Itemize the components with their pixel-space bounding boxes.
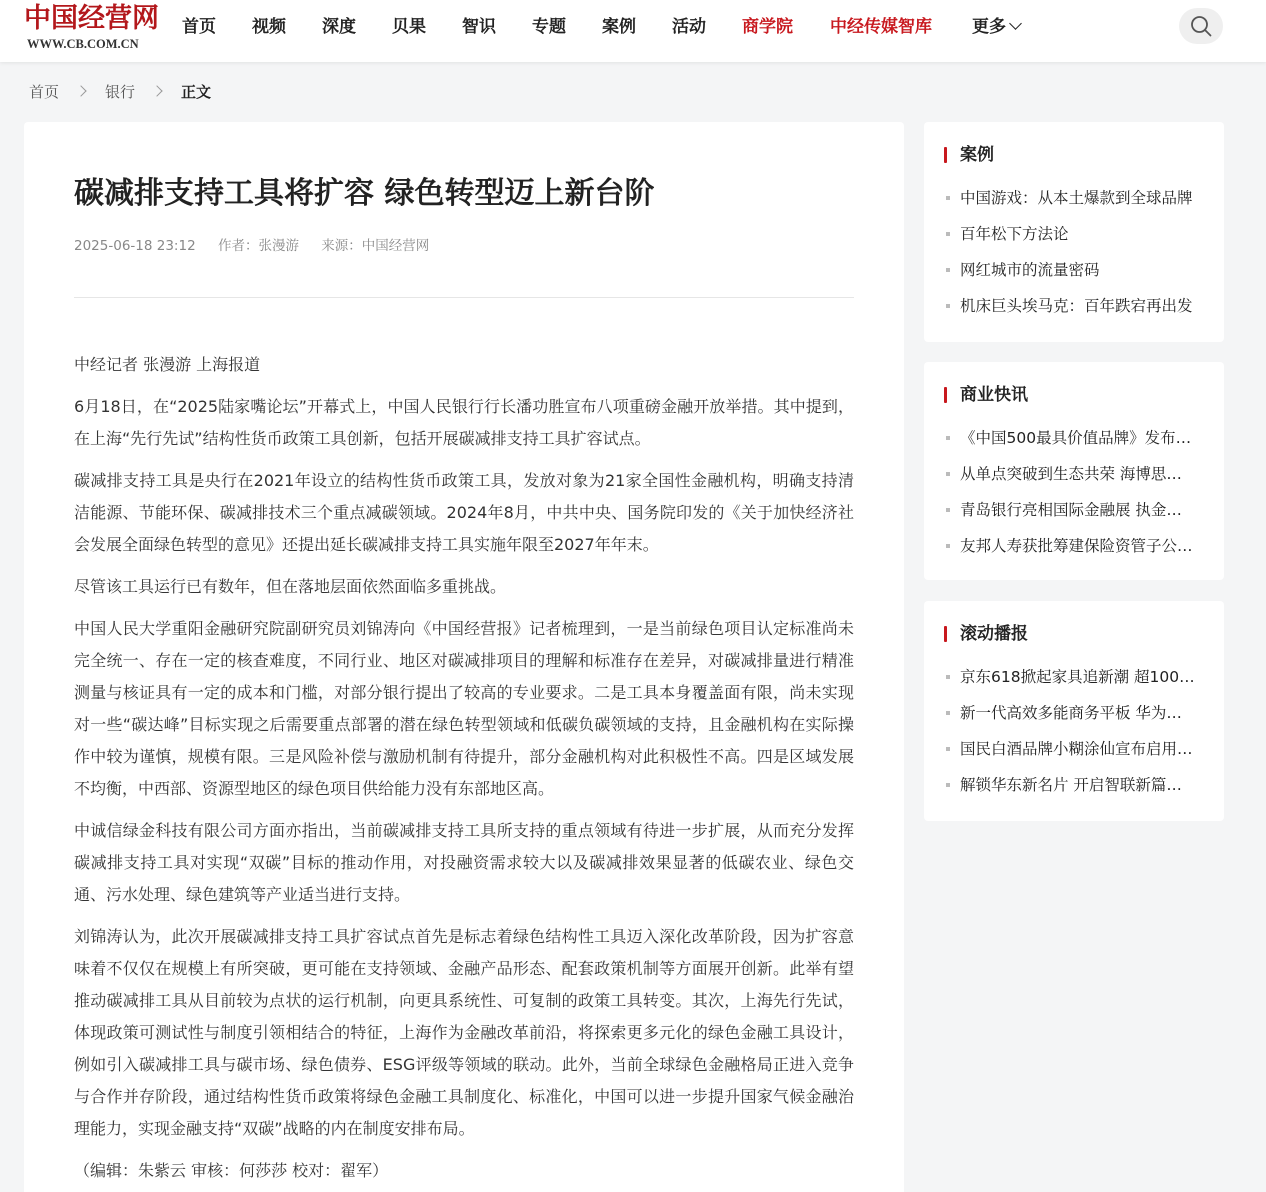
nav-more-label: 更多 bbox=[972, 17, 1006, 37]
sidebar-cases bbox=[924, 122, 1224, 342]
breadcrumb-current: 正文 bbox=[181, 83, 212, 101]
sidebar-title: 滚动播报 bbox=[944, 621, 1028, 647]
sidebar-link[interactable]: 机床巨头埃马克：百年跌宕再出发 bbox=[944, 288, 1204, 324]
article-date: 2025-06-18 23:12 bbox=[74, 238, 196, 254]
breadcrumb-bank[interactable]: 银行 bbox=[105, 83, 136, 101]
article-body bbox=[74, 349, 854, 1192]
sidebar-link[interactable]: 青岛银行亮相国际金融展 执金… bbox=[944, 492, 1204, 528]
sidebar-link[interactable]: 解锁华东新名片 开启智联新篇… bbox=[944, 767, 1204, 803]
logo-text: 中国经营网 bbox=[24, 3, 159, 34]
article-card bbox=[24, 122, 904, 1192]
search-button[interactable] bbox=[1179, 8, 1223, 44]
nav-item-video[interactable]: 视频 bbox=[252, 17, 286, 37]
sidebar-list bbox=[944, 420, 1204, 564]
breadcrumb-home[interactable]: 首页 bbox=[29, 83, 60, 101]
sidebar-link[interactable]: 《中国500最具价值品牌》发布… bbox=[944, 420, 1204, 456]
sidebar-business-news bbox=[924, 362, 1224, 580]
nav-item-cases[interactable]: 案例 bbox=[602, 17, 636, 37]
article-paragraph: 碳减排支持工具是央行在2021年设立的结构性货币政策工具，发放对象为21家全国性金融机构，明确支持清洁能源、节能环保、碳减排技术三个重点减碳领域。2024年8月，中共中央、国务院印发的《关于加快经济社会发展全面绿色转型的意见》还提出延长碳减排支持工具实施年限至2027年年末。 bbox=[74, 471, 854, 554]
article-paragraph: 中国人民大学重阳金融研究院副研究员刘锦涛向《中国经营报》记者梳理到，一是当前绿色项目认定标准尚未完全统一、存在一定的核查难度，不同行业、地区对碳减排项目的理解和标准存在差异，对碳减排量进行精准测量与核证具有一定的成本和门槛，对部分银行提出了较高的专业要求。二是工具本身覆盖面有限，尚未实现对一些“碳达峰”目标实现之后需要重点部署的潜在绿色转型领域和低碳负碳领域的支持，且金融机构在实际操作中较为谨慎，规模有限。三是风险补偿与激励机制有待提升，部分金融机构对此积极性不高。四是区域发展不均衡，中西部、资源型地区的绿色项目供给能力没有东部地区高。 bbox=[74, 619, 854, 798]
editor-line: （编辑：朱紫云 审核：何莎莎 校对：翟军） bbox=[74, 1161, 389, 1180]
nav-item-business-school[interactable]: 商学院 bbox=[742, 17, 793, 37]
sidebar-link[interactable]: 百年松下方法论 bbox=[944, 216, 1204, 252]
divider bbox=[74, 297, 854, 298]
sidebar-title: 商业快讯 bbox=[944, 382, 1028, 408]
sidebar-link[interactable]: 京东618掀起家具追新潮 超100… bbox=[944, 659, 1204, 695]
sidebar-link[interactable]: 国民白酒品牌小糊涂仙宣布启用… bbox=[944, 731, 1204, 767]
site-header bbox=[0, 0, 1266, 62]
sidebar-link[interactable]: 从单点突破到生态共荣 海博思… bbox=[944, 456, 1204, 492]
article-title: 碳减排支持工具将扩容 绿色转型迈上新台阶 bbox=[74, 176, 655, 211]
article-source: 来源：中国经营网 bbox=[321, 238, 430, 254]
logo-url: WWW.CB.COM.CN bbox=[27, 37, 139, 51]
article-paragraph: 刘锦涛认为，此次开展碳减排支持工具扩容试点首先是标志着绿色结构性工具迈入深化改革阶段，因为扩容意味着不仅仅在规模上有所突破，更可能在支持领域、金融产品形态、配套政策机制等方面展开创新。此举有望推动碳减排工具从目前较为点状的运行机制，向更具系统性、可复制的政策工具转变。其次，上海先行先试，体现政策可测试性与制度引领相结合的特征，上海作为金融改革前沿，将探索更多元化的绿色金融工具设计，例如引入碳减排工具与碳市场、绿色债券、ESG评级等领域的联动。此外，当前全球绿色金融格局正进入竞争与合作并存阶段，通过结构性货币政策将绿色金融工具制度化、标准化，中国可以进一步提升国家气候金融治理能力，实现金融支持“双碳”战略的内在制度安排布局。 bbox=[74, 927, 854, 1138]
sidebar-link[interactable]: 友邦人寿获批筹建保险资管子公… bbox=[944, 528, 1204, 564]
nav-item-topics[interactable]: 专题 bbox=[532, 17, 566, 37]
sidebar-link[interactable]: 中国游戏：从本土爆款到全球品牌 bbox=[944, 180, 1204, 216]
chevron-right-icon bbox=[151, 85, 162, 96]
site-logo[interactable] bbox=[24, 3, 159, 54]
sidebar-link[interactable]: 新一代高效多能商务平板 华为… bbox=[944, 695, 1204, 731]
nav-item-events[interactable]: 活动 bbox=[672, 17, 706, 37]
sidebar-title: 案例 bbox=[944, 142, 994, 168]
nav-item-more[interactable] bbox=[972, 15, 1020, 39]
nav-item-beiguo[interactable]: 贝果 bbox=[392, 17, 426, 37]
search-icon bbox=[1190, 15, 1212, 37]
breadcrumb bbox=[29, 80, 211, 104]
chevron-right-icon bbox=[75, 85, 86, 96]
sidebar-link[interactable]: 网红城市的流量密码 bbox=[944, 252, 1204, 288]
nav-item-home[interactable]: 首页 bbox=[182, 17, 216, 37]
article-author: 作者：张漫游 bbox=[217, 238, 299, 254]
sidebar-rolling-news bbox=[924, 601, 1224, 821]
nav-item-think-tank[interactable]: 中经传媒智库 bbox=[830, 17, 932, 37]
article-paragraph: 中诚信绿金科技有限公司方面亦指出，当前碳减排支持工具所支持的重点领域有待进一步扩展，从而充分发挥碳减排支持工具对实现“双碳”目标的推动作用，对投融资需求较大以及碳减排效果显著的低碳农业、绿色交通、污水处理、绿色建筑等产业适当进行支持。 bbox=[74, 821, 854, 904]
article-paragraph: 6月18日，在“2025陆家嘴论坛”开幕式上，中国人民银行行长潘功胜宣布八项重磅金融开放举措。其中提到，在上海“先行先试”结构性货币政策工具创新，包括开展碳减排支持工具扩容试点。 bbox=[74, 397, 854, 448]
sidebar-list bbox=[944, 659, 1204, 803]
article-meta bbox=[74, 236, 447, 256]
sidebar-list bbox=[944, 180, 1204, 324]
chevron-down-icon bbox=[1009, 17, 1022, 30]
nav-item-zhishi[interactable]: 智识 bbox=[462, 17, 496, 37]
nav-item-depth[interactable]: 深度 bbox=[322, 17, 356, 37]
article-paragraph: 中经记者 张漫游 上海报道 bbox=[74, 355, 261, 374]
article-paragraph: 尽管该工具运行已有数年，但在落地层面依然面临多重挑战。 bbox=[74, 577, 507, 596]
